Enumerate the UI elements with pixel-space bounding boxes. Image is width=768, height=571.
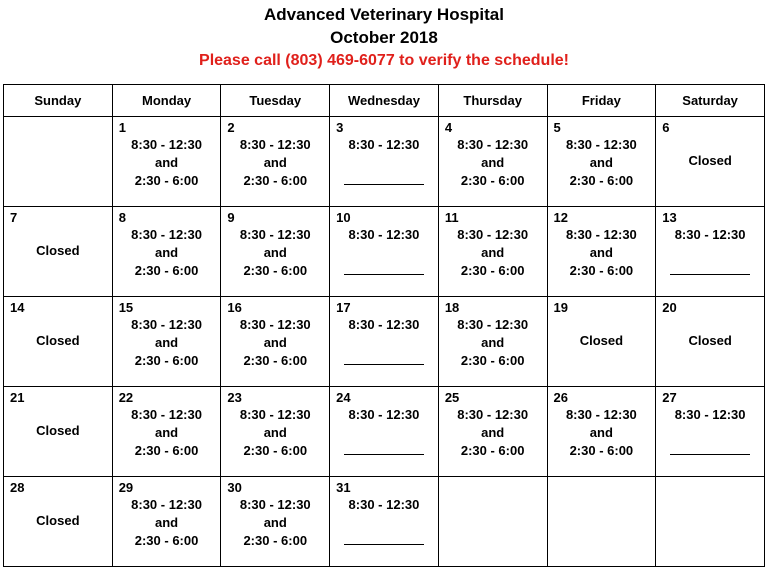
day-cell (221, 207, 330, 297)
hours-block (221, 117, 329, 190)
day-number: 9 (227, 210, 235, 225)
weekday-header-monday: Monday (112, 85, 221, 117)
day-cell (221, 477, 330, 567)
blank-line (344, 532, 424, 545)
day-number: 8 (118, 210, 126, 225)
hours-pm: 2:30 - 6:00 (134, 353, 199, 368)
day-number: 11 (444, 210, 459, 225)
hours-am: 8:30 - 12:30 (457, 137, 529, 152)
hours-am: 8:30 - 12:30 (457, 227, 529, 242)
blank-line (344, 172, 424, 185)
day-number: 24 (336, 390, 351, 405)
hours-am: 8:30 - 12:30 (348, 497, 420, 512)
day-cell (4, 117, 113, 207)
day-number: 16 (227, 300, 242, 315)
hours-pm: 2:30 - 6:00 (460, 263, 525, 278)
hours-pm: 2:30 - 6:00 (134, 173, 199, 188)
day-number: 5 (553, 120, 561, 135)
hours-block (113, 117, 221, 190)
spacer (330, 154, 438, 172)
hours-am: 8:30 - 12:30 (348, 137, 420, 152)
day-cell (4, 477, 113, 567)
hours-pm: 2:30 - 6:00 (134, 533, 199, 548)
hours-block (330, 117, 438, 185)
spacer (330, 334, 438, 352)
day-cell (656, 117, 765, 207)
closed-label: Closed (688, 153, 732, 168)
day-cell (656, 477, 765, 567)
day-number: 30 (227, 480, 242, 495)
hours-and: and (263, 155, 287, 170)
hours-block (439, 117, 547, 190)
closed-label: Closed (579, 333, 624, 348)
day-cell (547, 477, 656, 567)
day-number: 4 (444, 120, 453, 135)
hours-and: and (481, 425, 505, 440)
weekday-header-tuesday: Tuesday (221, 85, 330, 117)
closed-label: Closed (36, 513, 80, 528)
day-number: 2 (227, 120, 235, 135)
hours-pm: 2:30 - 6:00 (460, 353, 525, 368)
hours-and: and (263, 245, 287, 260)
day-number: 13 (662, 210, 677, 225)
blank-line (344, 442, 424, 455)
weekday-header-row (4, 85, 765, 117)
day-number: 14 (10, 300, 25, 315)
hours-and: and (154, 155, 179, 170)
day-number: 25 (444, 390, 460, 405)
hours-am: 8:30 - 12:30 (674, 227, 746, 242)
day-cell (547, 117, 656, 207)
hours-pm: 2:30 - 6:00 (243, 263, 308, 278)
day-cell (547, 207, 656, 297)
hours-pm: 2:30 - 6:00 (243, 533, 308, 548)
blank-line (670, 442, 750, 455)
calendar-body (4, 117, 765, 567)
closed-label: Closed (36, 423, 80, 438)
hours-and: and (154, 335, 179, 350)
day-cell (330, 297, 439, 387)
day-number: 6 (662, 120, 670, 135)
notice-text: Please call (803) 469-6077 to verify the schedule! (199, 52, 569, 69)
day-number: 21 (10, 390, 25, 405)
day-number: 31 (336, 480, 351, 495)
hours-pm: 2:30 - 6:00 (243, 173, 308, 188)
hours-pm: 2:30 - 6:00 (134, 263, 199, 278)
hours-am: 8:30 - 12:30 (348, 227, 420, 242)
hours-am: 8:30 - 12:30 (565, 137, 637, 152)
day-cell (112, 387, 221, 477)
spacer (330, 244, 438, 262)
day-number: 15 (118, 300, 134, 315)
hours-pm: 2:30 - 6:00 (243, 443, 308, 458)
day-cell (4, 207, 113, 297)
hours-and: and (154, 245, 179, 260)
day-number: 22 (118, 390, 134, 405)
week-row (4, 477, 765, 567)
day-number: 10 (336, 210, 351, 225)
day-cell (547, 387, 656, 477)
hours-am: 8:30 - 12:30 (239, 227, 311, 242)
weekday-header-saturday: Saturday (656, 85, 765, 117)
hours-am: 8:30 - 12:30 (565, 227, 637, 242)
day-cell (656, 207, 765, 297)
day-cell (112, 477, 221, 567)
day-number: 28 (10, 480, 25, 495)
closed-label: Closed (36, 243, 80, 258)
hours-pm: 2:30 - 6:00 (569, 263, 634, 278)
spacer (656, 244, 764, 262)
hours-and: and (589, 155, 613, 170)
hours-pm: 2:30 - 6:00 (569, 443, 634, 458)
day-cell (112, 207, 221, 297)
hours-am: 8:30 - 12:30 (131, 317, 202, 332)
hours-and: and (481, 155, 505, 170)
day-cell (112, 297, 221, 387)
closed-label: Closed (36, 333, 80, 348)
day-number: 20 (662, 300, 677, 315)
hours-am: 8:30 - 12:30 (348, 407, 420, 422)
day-number: 18 (444, 300, 460, 315)
day-cell (330, 207, 439, 297)
document-header (0, 0, 768, 73)
month-title: October 2018 (330, 28, 438, 47)
hours-am: 8:30 - 12:30 (131, 497, 202, 512)
hours-am: 8:30 - 12:30 (131, 137, 202, 152)
day-number: 23 (227, 390, 242, 405)
blank-line (344, 262, 424, 275)
hospital-title: Advanced Veterinary Hospital (264, 5, 504, 24)
day-number: 7 (10, 210, 18, 225)
day-cell (4, 297, 113, 387)
week-row (4, 297, 765, 387)
hours-and: and (481, 245, 505, 260)
day-number: 19 (553, 300, 568, 315)
day-cell (4, 387, 113, 477)
hours-am: 8:30 - 12:30 (239, 317, 311, 332)
weekday-header-sunday: Sunday (4, 85, 113, 117)
hours-block (113, 207, 221, 280)
hours-and: and (589, 425, 613, 440)
day-number: 29 (118, 480, 134, 495)
hours-pm: 2:30 - 6:00 (569, 173, 634, 188)
day-cell (656, 297, 765, 387)
day-cell (221, 297, 330, 387)
hours-pm: 2:30 - 6:00 (460, 443, 525, 458)
day-cell (438, 477, 547, 567)
day-cell (438, 387, 547, 477)
hours-am: 8:30 - 12:30 (674, 407, 746, 422)
hours-and: and (263, 515, 287, 530)
hours-pm: 2:30 - 6:00 (134, 443, 199, 458)
hours-block (548, 117, 656, 190)
hours-am: 8:30 - 12:30 (131, 407, 202, 422)
hours-am: 8:30 - 12:30 (457, 317, 529, 332)
day-number: 17 (336, 300, 351, 315)
blank-line (344, 352, 424, 365)
hours-am: 8:30 - 12:30 (239, 407, 311, 422)
day-number: 3 (336, 120, 344, 135)
day-cell (330, 387, 439, 477)
hours-and: and (154, 425, 179, 440)
weekday-header-thursday: Thursday (438, 85, 547, 117)
schedule-calendar (3, 84, 765, 567)
day-cell (656, 387, 765, 477)
spacer (656, 424, 764, 442)
hours-and: and (481, 335, 505, 350)
hours-am: 8:30 - 12:30 (239, 497, 311, 512)
day-cell (330, 117, 439, 207)
hours-pm: 2:30 - 6:00 (460, 173, 525, 188)
hours-and: and (154, 515, 179, 530)
day-number: 27 (662, 390, 677, 405)
weekday-header-wednesday: Wednesday (330, 85, 439, 117)
hours-am: 8:30 - 12:30 (565, 407, 637, 422)
spacer (330, 424, 438, 442)
week-row (4, 387, 765, 477)
day-cell (547, 297, 656, 387)
closed-label: Closed (688, 333, 732, 348)
day-cell (112, 117, 221, 207)
day-number: 1 (118, 120, 126, 135)
hours-am: 8:30 - 12:30 (348, 317, 420, 332)
weekday-header-friday: Friday (547, 85, 656, 117)
week-row (4, 207, 765, 297)
hours-and: and (263, 425, 287, 440)
hours-and: and (589, 245, 613, 260)
day-number: 26 (553, 390, 568, 405)
spacer (330, 514, 438, 532)
hours-and: and (263, 335, 287, 350)
hours-am: 8:30 - 12:30 (131, 227, 202, 242)
day-cell (438, 117, 547, 207)
day-cell (438, 207, 547, 297)
day-cell (330, 477, 439, 567)
hours-am: 8:30 - 12:30 (239, 137, 311, 152)
hours-am: 8:30 - 12:30 (457, 407, 529, 422)
day-cell (438, 297, 547, 387)
hours-block (221, 207, 329, 280)
day-cell (221, 387, 330, 477)
day-cell (221, 117, 330, 207)
blank-line (670, 262, 750, 275)
day-number: 12 (553, 210, 568, 225)
hours-pm: 2:30 - 6:00 (243, 353, 308, 368)
week-row (4, 117, 765, 207)
